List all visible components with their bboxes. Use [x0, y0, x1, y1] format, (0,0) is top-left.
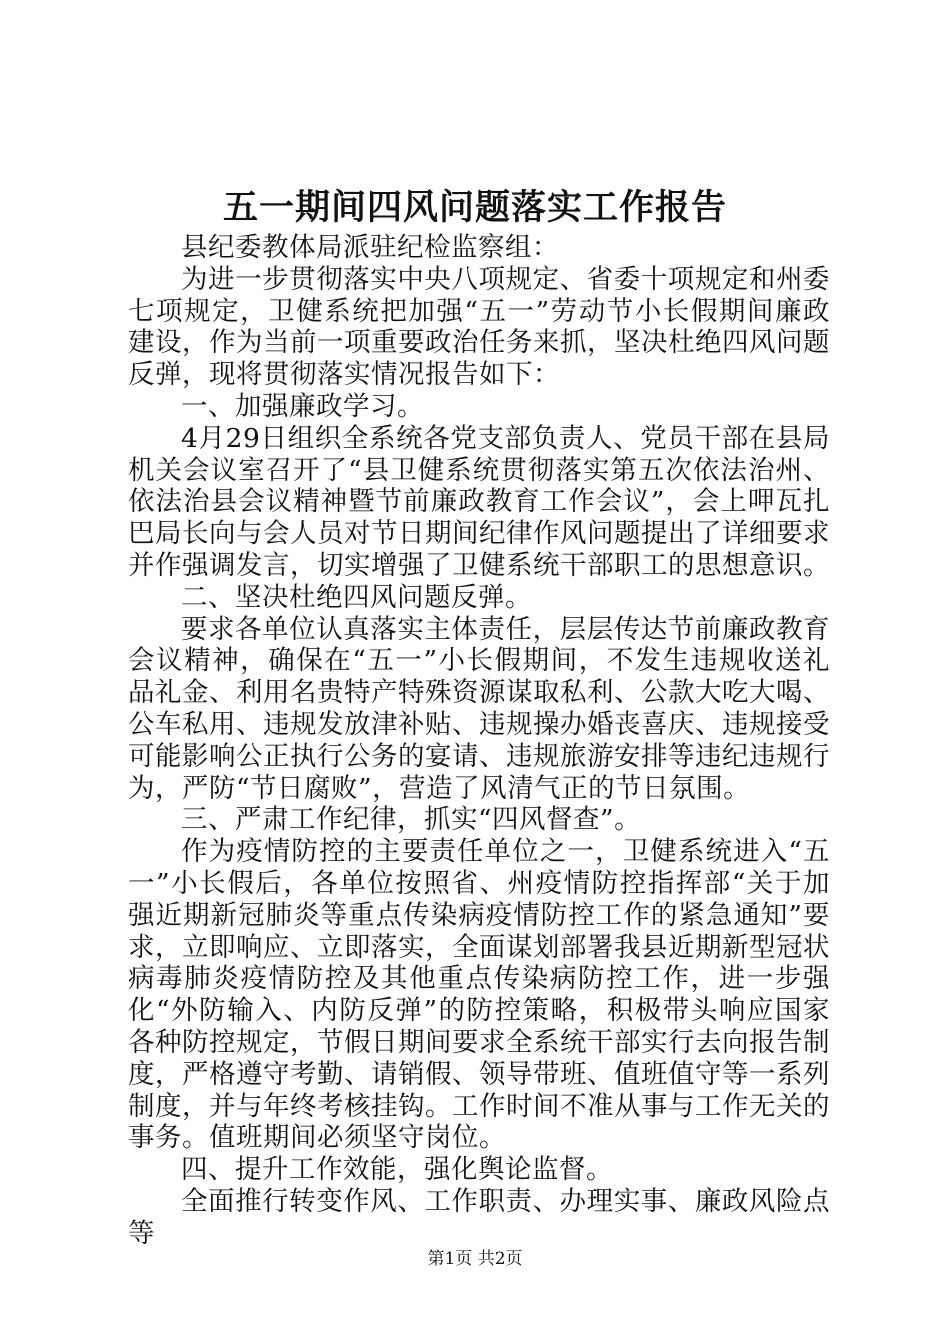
heading-section-3: 三、严肃工作纪律，抓实“四风督查”。: [181, 804, 642, 836]
page-number-footer: 第1页 共2页: [427, 1249, 523, 1269]
paragraph-salutation: 县纪委教体局派驻纪检监察组：: [181, 232, 559, 263]
paragraph-section-3: 作为疫情防控的主要责任单位之一，卫健系统进入“五一”小长假后，各单位按照省、州疫情防控指挥部“关于加强近期新冠肺炎等重点传染病疫情防控工作的紧急通知”要求，立即响应、立即落实，全面谋划部署我县近期新型冠状病毒肺炎疫情防控及其他重点传染病防控工作，进一步强化“外防输入、内防反弹”的防控策略，积极带头响应国家各种防控规定，节假日期间要求全系统干部实行去向报告制度，严格遵守考勤、请销假、领导带班、值班值守等一系列制度，并与年终考核挂钩。工作时间不准从事与工作无关的事务。值班期间必须坚守岗位。: [128, 836, 830, 1154]
document-title: 五一期间四风问题落实工作报告: [222, 187, 727, 228]
document-body: [128, 232, 830, 1250]
heading-section-4: 四、提升工作效能，强化舆论监督。: [181, 1154, 613, 1186]
paragraph-section-4: 全面推行转变作风、工作职责、办理实事、廉政风险点等: [128, 1185, 830, 1249]
paragraph-section-1: 4月29日组织全系统各党支部负责人、党员干部在县局机关会议室召开了“县卫健系统贯彻落实第五次依法治州、依法治县会议精神暨节前廉政教育工作会议”，会上呷瓦扎巴局长向与会人员对节日期间纪律作风问题提出了详细要求并作强调发言，切实增强了卫健系统干部职工的思想意识。: [128, 422, 830, 581]
paragraph-section-2: 要求各单位认真落实主体责任，层层传达节前廉政教育会议精神，确保在“五一”小长假期间，不发生违规收送礼品礼金、利用名贵特产特殊资源谋取私利、公款大吃大喝、公车私用、违规发放津补贴、违规操办婚丧喜庆、违规接受可能影响公正执行公务的宴请、违规旅游安排等违纪违规行为，严防“节日腐败”，营造了风清气正的节日氛围。: [128, 613, 830, 804]
heading-section-1: 一、加强廉政学习。: [181, 390, 424, 422]
paragraph-intro: 为进一步贯彻落实中央八项规定、省委十项规定和州委七项规定，卫健系统把加强“五一”劳动节小长假期间廉政建设，作为当前一项重要政治任务来抓，坚决杜绝四风问题反弹，现将贯彻落实情况报告如下：: [128, 263, 830, 391]
heading-section-2: 二、坚决杜绝四风问题反弹。: [181, 581, 532, 613]
